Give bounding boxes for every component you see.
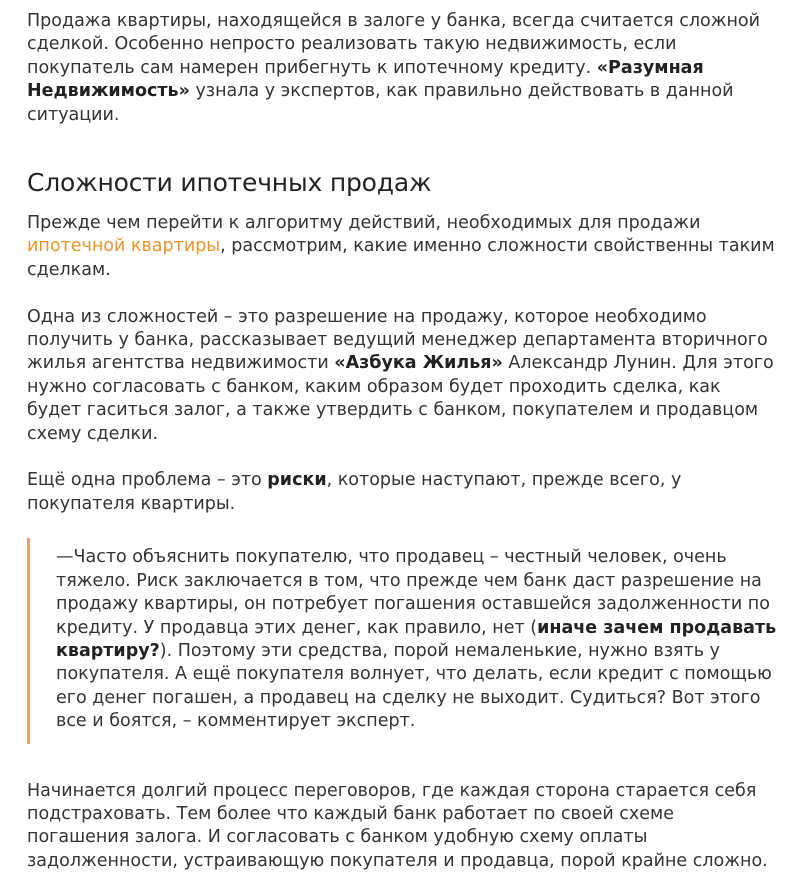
intro-text-2: узнала у экспертов, как правильно действовать в данной ситуации. bbox=[27, 81, 734, 125]
paragraph-1-text-2: , рассмотрим, какие именно сложности свойственны таким сделкам. bbox=[27, 236, 775, 280]
paragraph-2-text-2: Александр Лунин. Для этого нужно согласовать с банком, каким образом будет проходить сделка, как будет гаситься залог, а также утвердить с банком, покупателем и продавцом схему сделки. bbox=[27, 353, 774, 444]
agency-name: «Азбука Жилья» bbox=[334, 353, 503, 374]
paragraph-2 bbox=[27, 306, 777, 446]
intro-paragraph bbox=[27, 10, 777, 127]
brand-name: «Разумная Недвижимость» bbox=[27, 57, 704, 102]
spacer bbox=[27, 446, 777, 469]
quote-emphasis: иначе зачем продавать квартиру? bbox=[56, 617, 777, 661]
intro-text-1: Продажа квартиры, находящейся в залоге у банка, всегда считается сложной сделкой. Особенно непросто реализовать такую недвижимость, если покупатель сам намерен прибегнуть к ипотечному кредиту. bbox=[27, 11, 761, 78]
expert-quote bbox=[27, 538, 777, 743]
paragraph-1-text-1: Прежде чем перейти к алгоритму действий, необходимых для продажи bbox=[27, 213, 701, 234]
paragraph-1 bbox=[27, 212, 777, 282]
paragraph-3 bbox=[27, 469, 777, 516]
paragraph-4-text: Начинается долгий процесс переговоров, где каждая сторона старается себя подстраховать. Тем более что каждый банк работает по своей схеме погашения залога. И согласовать с банком удобную схему оплаты задолженности, устраивающую покупателя и продавца, порой крайне сложно. bbox=[27, 780, 768, 871]
paragraph-3-text-2: , которые наступают, прежде всего, у покупателя квартиры. bbox=[27, 470, 682, 514]
paragraph-2-text-1: Одна из сложностей – это разрешение на продажу, которое необходимо получить у банка, рассказывает ведущий менеджер департамента вторичного жилья агентства недвижимости bbox=[27, 306, 768, 374]
section-heading: Сложности ипотечных продаж bbox=[27, 168, 432, 198]
spacer bbox=[27, 282, 777, 305]
paragraph-3-text-1: Ещё одна проблема – это bbox=[27, 470, 268, 491]
mortgage-apartment-link[interactable]: ипотечной квартиры bbox=[27, 236, 221, 257]
quote-text-1: —Часто объяснить покупателю, что продавец – честный человек, очень тяжело. Риск заключается в том, что прежде чем банк даст разрешение на продажу квартиры, он потребует погашения оставшейся задолженности по кредиту. У продавца этих денег, как правило, нет ( bbox=[56, 547, 770, 638]
quote-text-2: ). Поэтому эти средства, порой немаленькие, нужно взять у покупателя. А ещё покупателя волнует, что делать, если кредит с помощью его денег погашен, а продавец на сделку не выходит. Судиться? Вот этого все и боятся, – комментирует эксперт. bbox=[56, 640, 772, 732]
risks-emphasis: риски bbox=[267, 470, 327, 491]
paragraph-4 bbox=[27, 780, 777, 874]
